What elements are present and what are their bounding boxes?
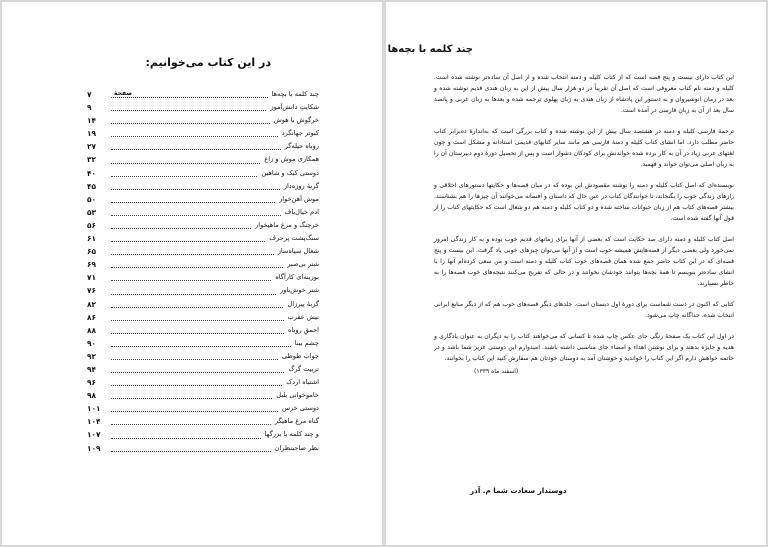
toc-item-page: ۱۴: [87, 116, 97, 126]
toc-leader-dots: [111, 398, 272, 399]
toc-item-title: چشم بینا: [294, 338, 319, 347]
date-line: (اسفند ماه ۱۳۳۹): [474, 368, 519, 375]
toc-item-page: ۱۹: [87, 129, 97, 139]
toc-leader-dots: [111, 372, 284, 373]
toc-item: [87, 114, 319, 127]
toc-item: [87, 101, 319, 114]
toc-page-column-label: صفحهٔ: [114, 90, 133, 97]
toc-item-page: ۱۰۷: [87, 430, 101, 440]
toc-leader-dots: [111, 438, 261, 439]
toc-leader-dots: [111, 333, 284, 334]
toc-item-title: گناه مرغ ماهیگر: [274, 417, 319, 426]
toc-item-title: خرچنگ و مرغ ماهیخوار: [255, 220, 319, 229]
toc-item-title: گربهٔ پیرزال: [287, 299, 319, 308]
toc-item: [87, 258, 319, 271]
toc-item: [87, 415, 319, 428]
toc-leader-dots: [111, 110, 266, 111]
toc-item-title: جواب طوطی: [281, 351, 319, 360]
toc-item: [87, 88, 319, 101]
toc-item: [87, 245, 319, 258]
toc-page: [2, 2, 382, 545]
intro-paragraph: در اول این کتاب یک صفحهٔ رنگی جای عکس چاپ شده تا کسانی که می‌خواهند کتاب را به دیگران به عنوان یادگاری و هدیه و جایزه بدهند و برای نوشتن اهداء و امضاء جای مناسبی داشته باشند. امیدوارم این دوستی عزیز شما باشد و در خاتمه خواهش دارم اگر این کتاب را خواندید و خوشتان آمد به دوستان خودتان هم سفارش کنید این کتاب را بخوانند.: [434, 333, 734, 362]
toc-item: [87, 232, 319, 245]
toc-leader-dots: [111, 346, 291, 347]
toc-leader-dots: [111, 307, 283, 308]
toc-item-page: ۷۱: [87, 273, 97, 283]
toc-item-title: خرگوش با هوش: [273, 116, 319, 125]
intro-paragraph: نویسنده‌ای که اصل کتاب کلیله و دمنه را نوشته مقصودش این بوده که در میان قصه‌ها و حکایتها دستورهای اخلاقی و رازهای زندگی خوب را بگنجاند، تا خوانندگان کتاب در عین حال که داستان و افسانه می‌خوانند آن چیزها را هم بشناسند. بیشتر قصه‌های کتاب هم از زبان حیوانات ساخته شده و دو کتاب کلیله و دمنه هم دو شغال است که حکایتهای کتاب را از قول آنها گفته شده است.: [434, 182, 734, 222]
toc-leader-dots: [111, 254, 274, 255]
toc-item: [87, 376, 319, 389]
toc-item-page: ۲۷: [87, 142, 97, 152]
toc-leader-dots: [111, 385, 282, 386]
toc-item-title: همکاری موش و زاغ: [264, 155, 319, 164]
toc-leader-dots: [111, 280, 271, 281]
toc-item: [87, 337, 319, 350]
toc-leader-dots: [111, 241, 265, 242]
toc-item: [87, 127, 319, 140]
toc-item-title: شتر خوش‌باور: [280, 286, 319, 295]
toc-item: [87, 140, 319, 153]
toc-item-title: اشتباه اردک: [286, 378, 319, 387]
toc-item-page: ۶۹: [87, 260, 97, 270]
toc-item-page: ۴۰: [87, 168, 97, 178]
toc-leader-dots: [111, 228, 251, 229]
toc-item-title: و چند کلمه با بزرگها: [264, 430, 319, 439]
toc-item: [87, 298, 319, 311]
toc-item-title: احمقِ روباه: [288, 325, 319, 334]
toc-item-page: ۹۴: [87, 364, 97, 374]
toc-item-page: ۸۶: [87, 312, 97, 322]
toc-item-page: ۸۲: [87, 299, 97, 309]
toc-leader-dots: [111, 176, 257, 177]
toc-leader-dots: [111, 163, 260, 164]
toc-item-title: ادم خیال‌باف: [284, 207, 319, 216]
toc-item-page: ۹۶: [87, 378, 97, 388]
toc-leader-dots: [111, 97, 268, 98]
toc-leader-dots: [111, 123, 270, 124]
toc-item-title: چند کلمه با بچه‌ها: [271, 90, 319, 98]
toc-item: [87, 167, 319, 180]
toc-leader-dots: [111, 202, 275, 203]
toc-item-title: سنگ‌پشت پرحرف: [269, 234, 319, 243]
toc-leader-dots: [111, 320, 284, 321]
toc-item: [87, 193, 319, 206]
intro-heading: چند کلمه با بچه‌ها: [387, 44, 473, 55]
toc-item-title: دوستی خرس: [282, 404, 319, 413]
toc-item: [87, 311, 319, 324]
intro-body: [434, 72, 734, 379]
toc-item-title: بوزینه‌ای کار‌آگاه: [275, 273, 319, 282]
toc-item-page: ۵۶: [87, 220, 97, 230]
toc-item: [87, 271, 319, 284]
toc-item: [87, 363, 319, 376]
toc-item-page: ۱۰۴: [87, 417, 101, 427]
toc-item-title: گربهٔ روزه‌دار: [283, 181, 319, 190]
toc-list: [87, 88, 319, 455]
toc-leader-dots: [111, 267, 283, 268]
toc-item-title: کبوتر جهانگرد: [281, 129, 319, 138]
toc-item-page: ۳۲: [87, 155, 97, 165]
toc-item-title: شکایتِ دانش‌آموز: [270, 103, 319, 112]
toc-item-page: ۴۵: [87, 181, 97, 191]
toc-leader-dots: [111, 215, 281, 216]
toc-item-page: ۹۲: [87, 351, 97, 361]
toc-heading: در این کتاب می‌خوانیم:: [145, 56, 271, 69]
toc-item-page: ۷: [87, 90, 92, 99]
toc-item-title: دوستی کبک و شاهین: [261, 168, 319, 177]
toc-item-page: ۹۰: [87, 338, 97, 348]
toc-item-page: ۱۰۱: [87, 404, 101, 414]
toc-item-title: تربیت گرگ: [288, 364, 319, 373]
toc-item: [87, 402, 319, 415]
toc-item: [87, 284, 319, 297]
toc-item: [87, 324, 319, 337]
toc-leader-dots: [111, 189, 280, 190]
intro-paragraph: ترجمهٔ فارسی کلیله و دمنه در هشتصد سال پیش از این نوشته شده و کتاب بزرگی است که به‌اندازهٔ ده‌برابر کتاب حاضر مطلب دارد. اما انشای کتاب کلیله و دمنهٔ فارسی هم مانند سایر کتابهای قدیمی استادانه و مشکل است و چون لغتهای عربی زیاد در آن به کار برده شده خواندنش برای کودکان دشوار است و پس از تحصیل دورهٔ دوم دبیرستان آن را به زبان اصلی می‌توان خواند و فهمید.: [434, 128, 734, 168]
toc-item-page: ۶۵: [87, 247, 97, 257]
toc-item: [87, 206, 319, 219]
toc-item: [87, 442, 319, 455]
toc-item-page: ۵۰: [87, 194, 97, 204]
toc-item: [87, 389, 319, 402]
toc-leader-dots: [111, 149, 281, 150]
toc-leader-dots: [111, 359, 278, 360]
toc-leader-dots: [111, 294, 276, 295]
toc-item-page: ۷۶: [87, 286, 97, 296]
toc-item: [87, 428, 319, 441]
intro-paragraph: این کتاب دارای بیست و پنج قصه است که از کتاب کلیله و دمنه انتخاب شده و از اصل آن ساده‌تر نوشته شده است. کلیله و دمنه نام کتاب معروفی است که اصل آن تقریباً در دو هزار سال پیش از این به زبان هندی قدیم نوشته شده و بعد در زمان انوشیروان و به دستور این پادشاه از زبان هندی به زبان پهلوی ترجمه شده و بعدها به زبان عربی و پانصد سال بعد از آن به زبان فارسی در آمده است.: [434, 74, 734, 114]
toc-item-title: موش آهن‌خوار: [279, 194, 319, 203]
toc-item-title: شغال سیاه‌ساز: [277, 247, 319, 256]
intro-paragraph: کتابی که اکنون در دست شماست برای دورهٔ اول دبستان است. جلدهای دیگر قصه‌های خوب هم که از دیگر منابع ایرانی انتخاب شده، جداگانه چاپ می‌شود.: [434, 301, 734, 319]
signature: دوستدار سعادت شما م. آذر: [470, 486, 567, 495]
toc-item-page: ۸۸: [87, 325, 97, 335]
intro-page: [386, 2, 766, 545]
toc-item-page: ۱۰۹: [87, 443, 101, 453]
toc-item: [87, 350, 319, 363]
toc-leader-dots: [111, 451, 271, 452]
toc-item-title: شتر بی‌صبر: [287, 260, 319, 269]
toc-item-title: نظر صاحبنظران: [274, 443, 319, 452]
toc-item-page: ۹: [87, 103, 92, 113]
toc-item: [87, 180, 319, 193]
toc-item-title: نیش عقرب: [287, 312, 319, 321]
toc-item-page: ۶۱: [87, 234, 97, 244]
toc-item-title: روباه حیله‌گر: [284, 142, 319, 151]
intro-paragraph: اصل کتاب کلیله و دمنه دارای صد حکایت است که بعضی از آنها برای زمانهای قدیم خوب بوده و به کار زندگی امروز نمی‌خورد ولی بعضی دیگر از قصه‌هایش همیشه خوب است و از آنها می‌توان چیزهای خوبی یاد گرفت. این بیست و پنج قصه‌ای که در این کتاب حاضر جمع شده همان قصه‌های خوب کتاب کلیله و دمنه است و من سعی کرده‌ام آنها را با انشای ساده‌تر بنویسم تا همهٔ بچه‌ها بتوانند خودشان بخوانند و در حالی که تفریح می‌کنند نتیجه‌های خوب قصه‌ها را به خاطر بسپارند.: [434, 236, 734, 287]
toc-item-page: ۹۸: [87, 391, 97, 401]
toc-item: [87, 153, 319, 166]
toc-leader-dots: [111, 136, 278, 137]
toc-leader-dots: [111, 411, 278, 412]
toc-item-title: خاموخوانی بلبل: [276, 391, 319, 400]
toc-item: [87, 219, 319, 232]
toc-item-page: ۵۳: [87, 207, 97, 217]
toc-leader-dots: [111, 424, 271, 425]
